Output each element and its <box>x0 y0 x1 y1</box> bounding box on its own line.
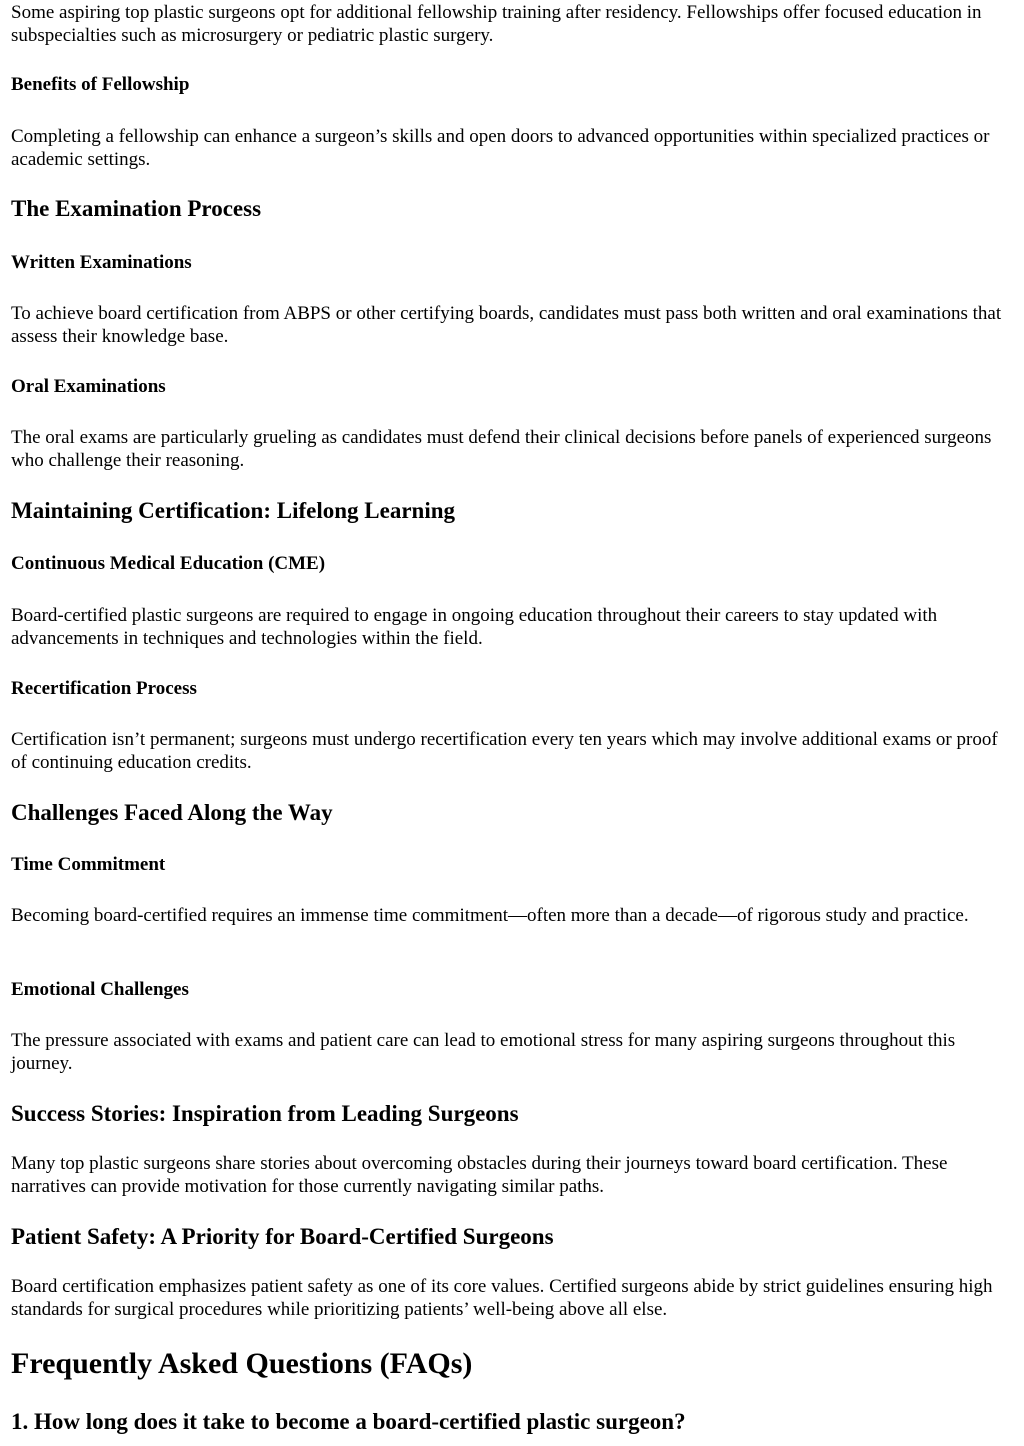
written-examinations-heading: Written Examinations <box>11 252 192 273</box>
fellowship-intro-paragraph: Some aspiring top plastic surgeons opt for additional fellowship training after residency. Fellowships offer focused education in subspecialties such as microsurgery or pediatric plastic surgery. <box>11 2 982 46</box>
faq-question-1: 1. How long does it take to become a board-certified plastic surgeon? <box>11 1409 686 1434</box>
success-stories-heading: Success Stories: Inspiration from Leading Surgeons <box>11 1101 519 1126</box>
examination-process-heading: The Examination Process <box>11 196 262 221</box>
patient-safety-heading: Patient Safety: A Priority for Board-Certified Surgeons <box>11 1224 554 1249</box>
time-commitment-paragraph: Becoming board-certified requires an immense time commitment—often more than a decade—of rigorous study and practice. <box>11 905 969 926</box>
challenges-heading: Challenges Faced Along the Way <box>11 800 333 825</box>
cme-heading: Continuous Medical Education (CME) <box>11 553 326 574</box>
written-examinations-paragraph: To achieve board certification from ABPS or other certifying boards, candidates must pass both written and oral examinations that assess their knowledge base. <box>11 303 1002 347</box>
recertification-heading: Recertification Process <box>11 678 197 699</box>
benefits-of-fellowship-heading: Benefits of Fellowship <box>11 74 190 95</box>
faq-heading: Frequently Asked Questions (FAQs) <box>11 1347 473 1380</box>
time-commitment-heading: Time Commitment <box>11 854 166 875</box>
emotional-challenges-paragraph: The pressure associated with exams and patient care can lead to emotional stress for many aspiring surgeons throughout this journey. <box>11 1030 956 1074</box>
success-stories-paragraph: Many top plastic surgeons share stories about overcoming obstacles during their journeys toward board certification. These narratives can provide motivation for those currently navigating similar paths. <box>11 1153 948 1197</box>
maintaining-certification-heading: Maintaining Certification: Lifelong Learning <box>11 498 456 523</box>
oral-examinations-paragraph: The oral exams are particularly grueling as candidates must defend their clinical decisions before panels of experienced surgeons who challenge their reasoning. <box>11 427 992 471</box>
benefits-of-fellowship-paragraph: Completing a fellowship can enhance a surgeon’s skills and open doors to advanced opportunities within specialized practices or academic settings. <box>11 126 990 170</box>
cme-paragraph: Board-certified plastic surgeons are required to engage in ongoing education throughout their careers to stay updated with advancements in techniques and technologies within the field. <box>11 605 938 649</box>
oral-examinations-heading: Oral Examinations <box>11 376 166 397</box>
patient-safety-paragraph: Board certification emphasizes patient safety as one of its core values. Certified surgeons abide by strict guidelines ensuring high standards for surgical procedures while prioritizing patients’ well-being above all else. <box>11 1276 993 1320</box>
emotional-challenges-heading: Emotional Challenges <box>11 979 189 1000</box>
recertification-paragraph: Certification isn’t permanent; surgeons must undergo recertification every ten years which may involve additional exams or proof of continuing education credits. <box>11 729 998 773</box>
